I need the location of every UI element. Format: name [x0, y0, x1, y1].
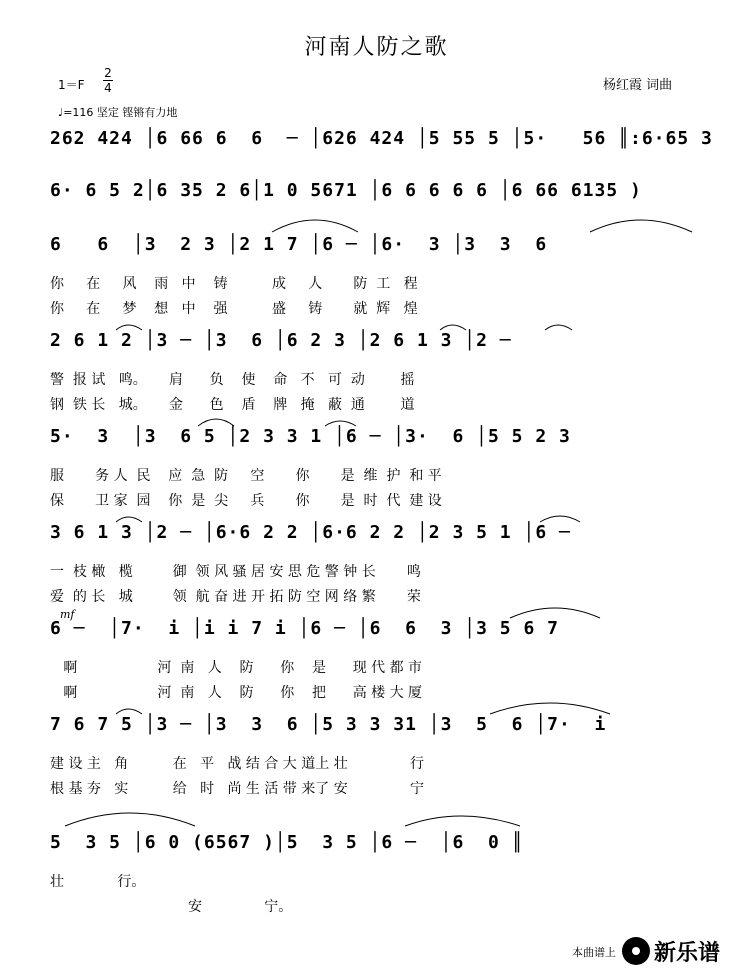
- lyric-line: 你 在 风 雨 中 铸 成 人 防 工 程: [50, 276, 418, 292]
- notation-line: 5 3 5 │6 0 (6567 )│5 3 5 │6 ─ │6 0 ║: [50, 832, 524, 853]
- slur: [272, 220, 358, 232]
- score-system: [50, 714, 710, 748]
- notation-line: 3 6 1 3 │2 ─ │6·6 2 2 │6·6 2 2 │2 3 5 1 │6 ─: [50, 522, 571, 543]
- lyric-line: 安 宁。: [50, 899, 293, 915]
- lyric-line: 警 报 试 鸣。 肩 负 使 命 不 可 动 摇: [50, 372, 415, 388]
- lyric-line: 根 基 夯 实 给 时 尚 生 活 带 来了 安 宁: [50, 781, 425, 797]
- tempo-marking: ♩=116 坚定 铿锵有力地: [58, 106, 178, 119]
- key-signature: 1＝F: [58, 78, 85, 92]
- composer-credit: 杨红霞 词曲: [603, 78, 673, 93]
- lyric-line: 保 卫 家 园 你 是 尖 兵 你 是 时 代 建 设: [50, 493, 442, 509]
- notation-line: 6 6 │3 2 3 │2 1 7 │6 ─ │6· 3 │3 3 6: [50, 234, 548, 255]
- slur: [405, 816, 520, 826]
- logo-text: 新乐谱: [654, 940, 721, 966]
- slur: [590, 220, 692, 232]
- notation-line: 2 6 1 2 │3 ─ │3 6 │6 2 3 │2 6 1 3 │2 ─: [50, 330, 512, 351]
- notation-line: 262 424 │6 66 6 6 ─ │626 424 │5 55 5 │5· 56 ║:6·65 3: [50, 128, 713, 149]
- lyric-line: 啊 河 南 人 防 你 把 高 楼 大 厦: [50, 685, 423, 701]
- notation-line: 5· 3 │3 6 5 │2 3 3 1 │6 ─ │3· 6 │5 5 2 3: [50, 426, 571, 447]
- song-title: 河南人防之歌: [304, 35, 449, 60]
- score-system: [50, 522, 710, 556]
- score-system: [50, 234, 710, 268]
- lyric-line: 服 务 人 民 应 急 防 空 你 是 维 护 和 平: [50, 468, 442, 484]
- slur: [65, 813, 195, 826]
- meter-top: 2: [104, 66, 112, 80]
- lyric-line: 钢 铁 长 城。 金 色 盾 牌 掩 蔽 通 道: [50, 397, 415, 413]
- lyric-line: 一 枝 橄 榄 御 领 风 骚 居 安 思 危 警 钟 长 鸣: [50, 564, 421, 580]
- lyric-line: 壮 行。: [50, 874, 146, 890]
- record-disc-icon: [622, 937, 650, 965]
- lyric-line: 建 设 主 角 在 平 战 结 合 大 道上 壮 行: [50, 756, 425, 772]
- slur: [490, 703, 610, 714]
- score-system: [50, 180, 710, 214]
- dynamic-marking: mf: [60, 608, 75, 621]
- score-system: [50, 128, 713, 162]
- lyric-line: 你 在 梦 想 中 强 盛 铸 就 辉 煌: [50, 301, 418, 317]
- footer-note: 本曲谱上: [572, 946, 616, 959]
- slur: [510, 608, 600, 618]
- meter-bottom: 4: [104, 81, 112, 95]
- score-system: [50, 426, 710, 460]
- slur: [198, 419, 234, 426]
- notation-line: 7 6 7 5 │3 ─ │3 3 6 │5 3 3 31 │3 5 6 │7· i: [50, 714, 607, 735]
- notation-line: 6 ─ │7· i │i i 7 i │6 ─ │6 6 3 │3 5 6 7: [50, 618, 559, 639]
- time-signature: [103, 66, 113, 95]
- score-system: [50, 832, 710, 866]
- notation-line: 6· 6 5 2│6 35 2 6│1 0 5671 │6 6 6 6 6 │6 66 6135 ): [50, 180, 642, 201]
- lyric-line: 爱 的 长 城 领 航 奋 进 开 拓 防 空 网 络 繁 荣: [50, 589, 421, 605]
- lyric-line: 啊 河 南 人 防 你 是 现 代 都 市: [50, 660, 423, 676]
- site-logo[interactable]: [622, 936, 720, 966]
- score-system: [50, 618, 710, 652]
- score-system: [50, 330, 710, 364]
